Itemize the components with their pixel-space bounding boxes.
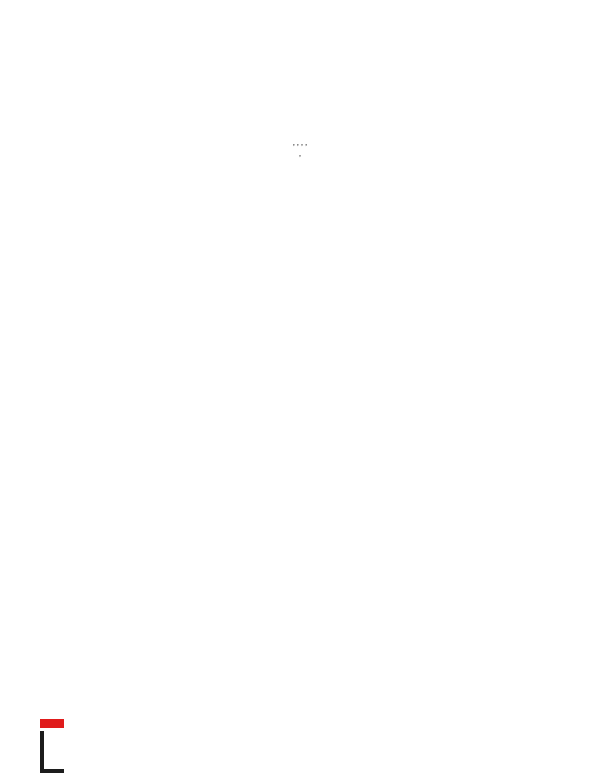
logo-bracket-shape	[40, 731, 64, 773]
seminar-logo	[40, 719, 170, 776]
author-emails: , , , , ,	[292, 138, 308, 158]
logo-red-bar	[40, 719, 64, 728]
